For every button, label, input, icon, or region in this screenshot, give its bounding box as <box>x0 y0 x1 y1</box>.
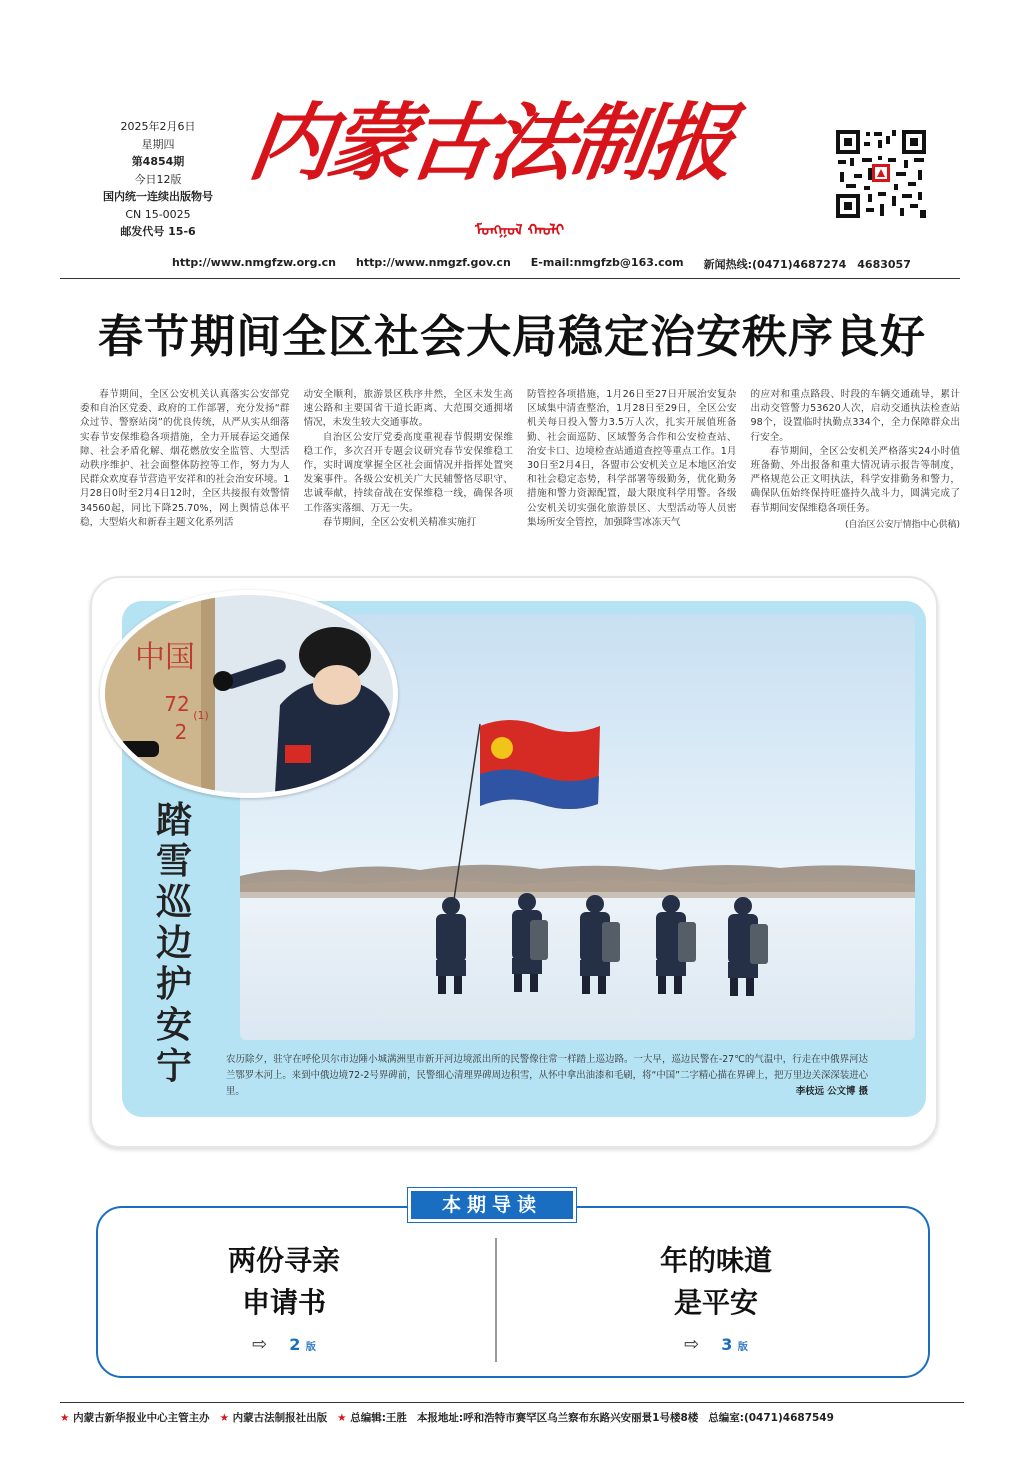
arrow-right-icon: ⇨ <box>252 1334 268 1355</box>
qr-code-icon[interactable] <box>834 128 928 220</box>
star-icon: ★ <box>60 1412 70 1424</box>
serial-label: 国内统一连续出版物号 <box>103 190 213 203</box>
guide-item-title-line: 两份寻亲 <box>227 1244 340 1277</box>
website-link-2[interactable]: http://www.nmgzf.gov.cn <box>356 256 511 269</box>
article-paragraph: 春节期间，全区公安机关精准实施打 <box>322 516 477 528</box>
boundary-marker-text: 中国 <box>135 640 195 675</box>
guide-page-suffix: 版 <box>305 1342 316 1353</box>
feature-title-char: 边 <box>155 922 192 964</box>
boundary-marker-number: 72 <box>164 692 190 716</box>
feature-title-char: 安 <box>155 1004 192 1046</box>
guide-divider <box>495 1238 497 1362</box>
article-paragraph: 自治区公安厅党委高度重视春节假期安保维稳工作，多次召开专题会议研究春节安保维稳工作，实时调度掌握全区社会面情况并指挥处置突发案事件。各级公安机关广大民辅警恪尽职守、忠诚奉献，持续奋战在安保维稳一线，确保各项工作落实落细、万无一失。 <box>303 431 513 514</box>
star-icon: ★ <box>219 1412 229 1424</box>
feature-title-char: 护 <box>155 963 192 1005</box>
article-column-1 <box>80 388 290 550</box>
contact-line <box>172 256 911 272</box>
guide-label: 本期导读 <box>408 1188 576 1222</box>
guide-item-right[interactable] <box>566 1240 866 1355</box>
website-link-1[interactable]: http://www.nmgfzw.org.cn <box>172 256 336 269</box>
issue-weekday: 星期四 <box>141 137 175 151</box>
feature-title-char: 宁 <box>155 1045 192 1087</box>
footer-press: 内蒙古法制报社出版 <box>232 1412 328 1424</box>
guide-page-number: 3 <box>721 1335 733 1354</box>
feature-title-char: 雪 <box>155 840 192 882</box>
boundary-marker-digit: 2 <box>174 720 188 744</box>
issue-number: 第4854期 <box>131 155 185 168</box>
email-link[interactable]: E-mail:nmgfzb@163.com <box>530 256 684 269</box>
feature-title <box>150 800 198 1087</box>
masthead-rule <box>60 278 960 279</box>
article-paragraph: 动安全顺利，旅游景区秩序井然，全区未发生高速公路和主要国省干道长距离、大范围交通拥堵情况，未发生较大交通事故。 <box>303 389 513 429</box>
newspaper-title: 内蒙古法制报 <box>243 93 738 192</box>
guide-item-title-line: 申请书 <box>241 1286 326 1319</box>
lead-article <box>80 388 960 550</box>
footer-publisher: 内蒙古新华报业中心主管主办 <box>73 1412 210 1424</box>
guide-item-title-line: 年的味道 <box>659 1244 772 1277</box>
issue-info <box>78 118 238 241</box>
article-paragraph: 防管控各项措施，1月26日至27日开展治安复杂区域集中清查整治，1月28日至29日，全区公安机关每日投入警力3.5万人次，扎实开展值班备勤、社会面巡防、区域警务合作和公安检查站、治安卡口、边境检查站通道查控等重点工作。1月30日至2月4日，各盟市公安机关立足本地区治安和社会稳定态势，科学部署等级勤务，优化勤务措施和警力资源配置，最大限度科学用警。各级公安机关切实强化旅游景区、大型活动等人员密集场所安全管控，加强降雪冰冻天气 <box>527 389 737 528</box>
guide-item-left[interactable] <box>134 1240 434 1355</box>
guide-item-title-line: 是平安 <box>673 1286 758 1319</box>
guide-page-ref <box>134 1334 434 1355</box>
article-column-3 <box>527 388 737 550</box>
boundary-marker-photo <box>100 590 398 798</box>
article-column-2 <box>304 388 514 550</box>
issue-date: 2025年2月6日 <box>120 120 196 133</box>
article-paragraph: 春节期间，全区公安机关认真落实公安部党委和自治区党委、政府的工作部署，充分发扬“群众过节、警察站岗”的优良传统，从严从实从细落实春节安保维稳各项措施，全力开展春运交通保障、社会矛盾化解、烟花燃放安全监管、大型活动秩序维护、社会面整体防控等工作，努力为人民群众欢度春节营造平安祥和的社会治安环境。1月28日0时至2月4日12时，全区共接报有效警情34560起，同比下降25.70%，网上舆情总体平稳，大型焰火和新春主题文化系列活 <box>80 389 290 528</box>
photo-caption <box>226 1052 868 1100</box>
article-paragraph: 的应对和重点路段、时段的车辆交通疏导，累计出动交管警力53620人次，启动交通执法检查站98个，设置临时执勤点334个，全力保障群众出行安全。 <box>750 389 960 443</box>
page-footer <box>60 1402 964 1425</box>
guide-page-number: 2 <box>289 1335 301 1354</box>
photo-author: 李枝远 公文博 摄 <box>795 1086 868 1097</box>
boundary-marker-sub: (1) <box>193 709 209 722</box>
caption-text: 农历除夕，驻守在呼伦贝尔市边陲小城满洲里市新开河边境派出所的民警像往常一样踏上巡边路。一大早，巡边民警在-27℃的气温中，行走在中俄界河达兰鄂罗木河上。来到中俄边境72-2号界碑前，民警细心清理界碑周边积雪，从怀中拿出油漆和毛刷，将“中国”二字精心描在界碑上，把万里边关深深装进心里。 <box>226 1054 868 1097</box>
news-hotline: 新闻热线:(0471)4687274 4683057 <box>703 258 911 271</box>
article-credit: (自治区公安厅情指中心供稿) <box>844 519 960 530</box>
postal-code: 邮发代号 15-6 <box>120 225 196 238</box>
page-headline: 春节期间全区社会大局稳定治安秩序良好 <box>97 310 926 363</box>
guide-page-ref <box>566 1334 866 1355</box>
cn-number: CN 15-0025 <box>125 207 191 221</box>
footer-chief-editor: 总编辑:王胜 <box>350 1412 407 1424</box>
article-column-4 <box>751 388 961 550</box>
footer-office-phone: 总编室:(0471)4687549 <box>708 1412 834 1424</box>
mongolian-title: ᠮᠣᠩᠭᠣᠯ ᠬᠠᠤᠯᠢ <box>475 221 565 239</box>
arrow-right-icon: ⇨ <box>684 1334 700 1355</box>
issue-pages: 今日12版 <box>134 172 182 186</box>
feature-title-char: 踏 <box>155 799 192 841</box>
feature-title-char: 巡 <box>155 881 192 923</box>
footer-address: 本报地址:呼和浩特市赛罕区乌兰察布东路兴安丽景1号楼8楼 <box>416 1412 699 1424</box>
star-icon: ★ <box>337 1412 347 1424</box>
guide-page-suffix: 版 <box>737 1342 748 1353</box>
article-paragraph: 春节期间，全区公安机关严格落实24小时值班备勤、外出报备和重大情况请示报告等制度，严格规范公正文明执法，科学安排勤务和警力，确保队伍始终保持旺盛持久战斗力，圆满完成了春节期间安保维稳各项任务。 <box>750 445 960 514</box>
